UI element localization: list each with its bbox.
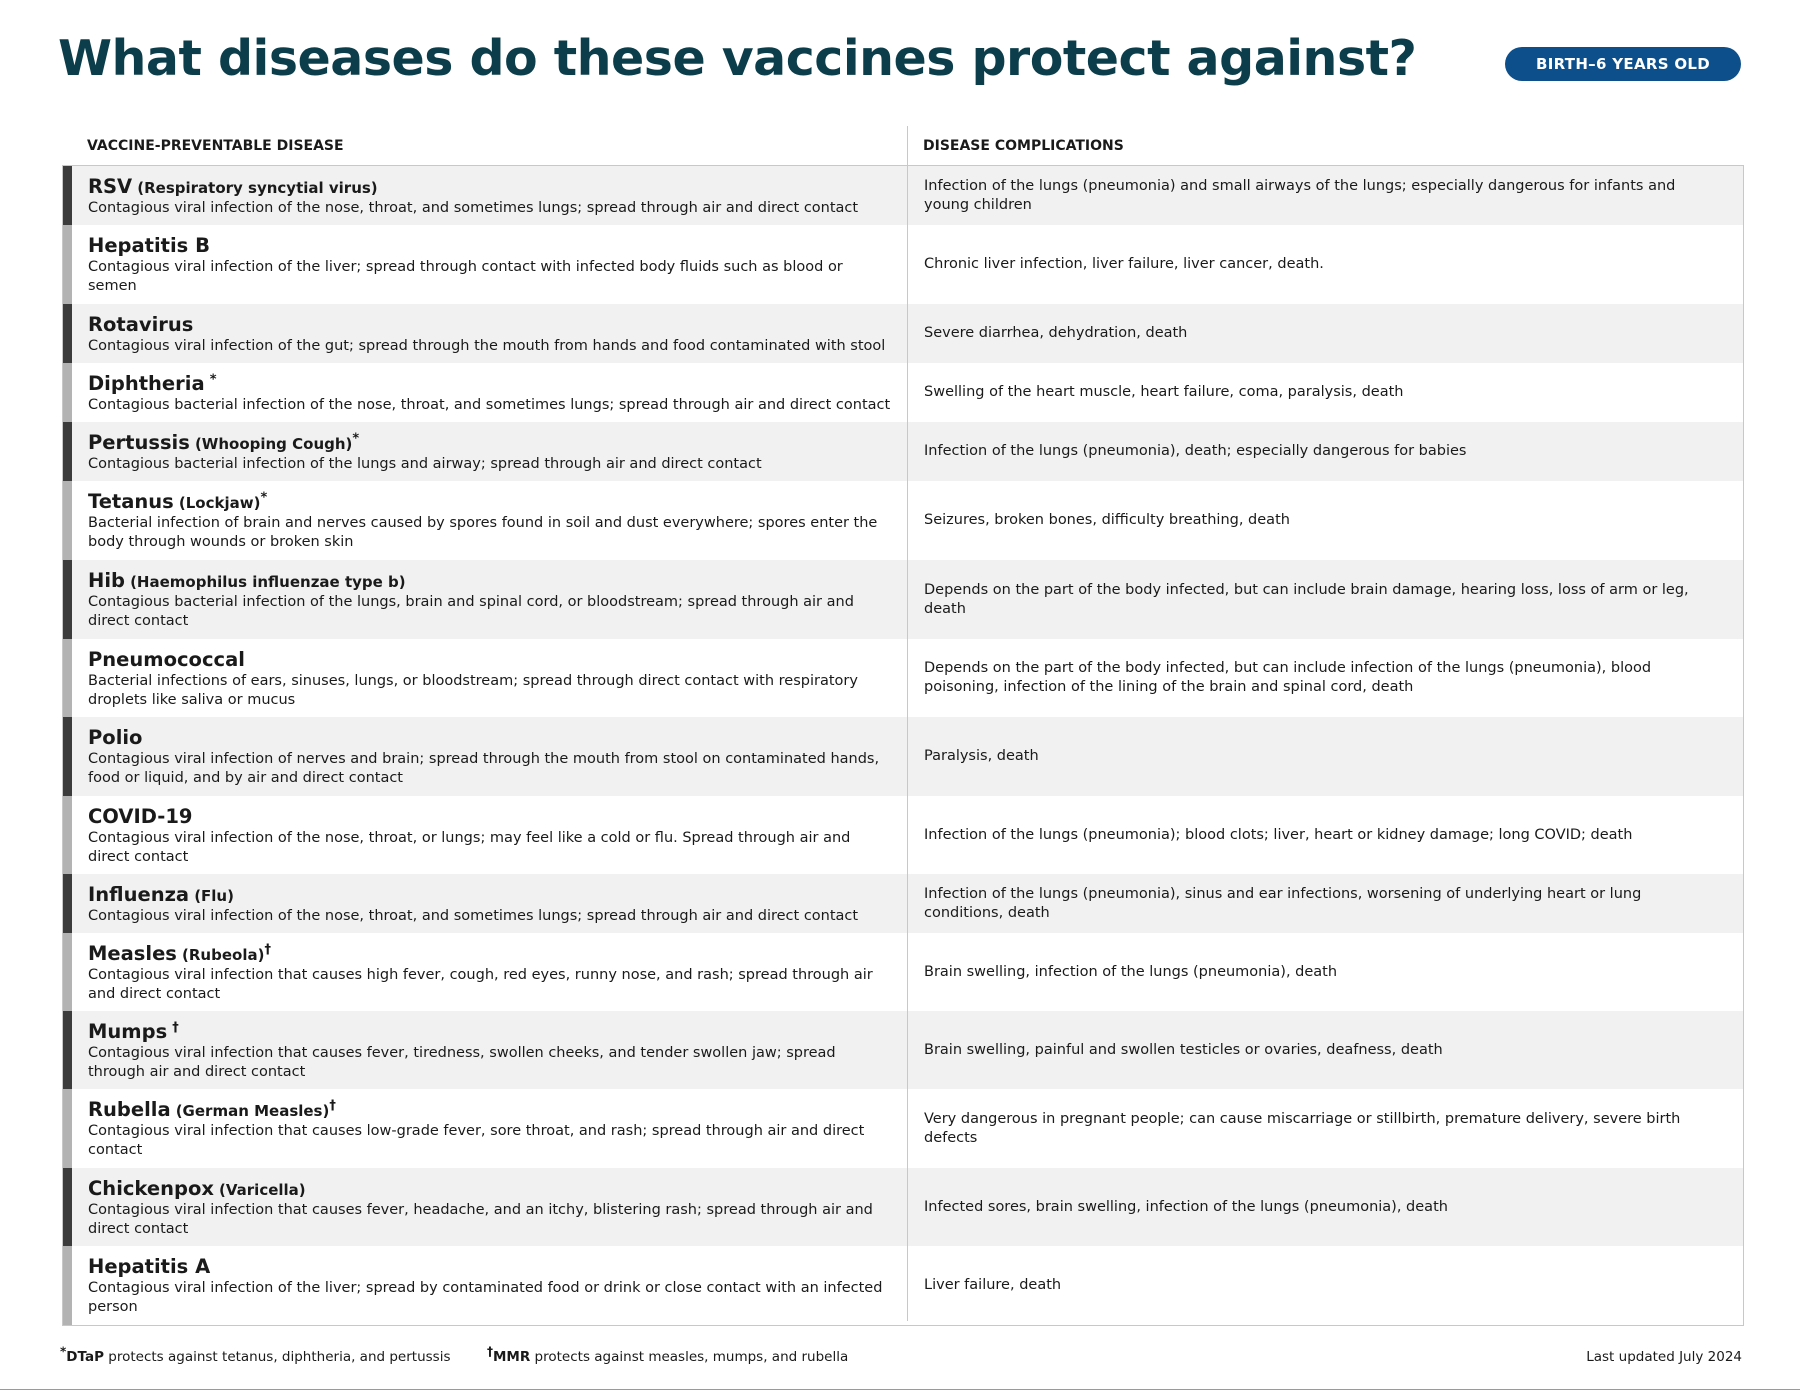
disease-description: Contagious viral infection that causes fever, headache, and an itchy, blistering rash; spread through air and direct contact <box>88 1201 873 1237</box>
disease-alt-name: (Lockjaw) <box>178 494 261 512</box>
table-row <box>63 933 1743 1011</box>
footnote-mark: † <box>329 1098 336 1114</box>
disease-cell <box>63 1089 908 1168</box>
complications-cell <box>908 422 1743 481</box>
footnote-mark: * <box>260 490 268 506</box>
disease-description: Contagious viral infection of the liver; spread through contact with infected body fluids such as blood or semen <box>88 259 843 294</box>
table-row <box>63 1089 1743 1168</box>
complications-cell <box>908 166 1743 225</box>
disease-cell <box>63 225 908 304</box>
complications-cell <box>908 933 1743 1011</box>
disease-cell <box>63 363 908 422</box>
disease-alt-name: (Respiratory syncytial virus) <box>137 178 378 197</box>
complications-text: Infection of the lungs (pneumonia) and small airways of the lungs; especially dangerous for infants and young children <box>924 177 1676 213</box>
complications-cell <box>908 1168 1743 1246</box>
disease-description: Bacterial infections of ears, sinuses, lungs, or bloodstream; spread through direct contact with respiratory droplets like saliva or mucus <box>88 672 858 708</box>
footnote-bold: MMR <box>493 1349 531 1365</box>
disease-title <box>88 806 896 828</box>
complications-cell <box>908 639 1743 717</box>
complications-cell <box>908 717 1743 796</box>
complications-text: Swelling of the heart muscle, heart failure, coma, paralysis, death <box>924 384 1404 400</box>
footnote-text: protects against tetanus, diphtheria, and pertussis <box>103 1349 451 1365</box>
disease-cell <box>63 422 908 481</box>
last-updated: Last updated July 2024 <box>1586 1349 1742 1365</box>
disease-cell <box>63 796 908 874</box>
disease-description: Contagious viral infection that causes low-grade fever, sore throat, and rash; spread through air and direct contact <box>88 1123 865 1158</box>
disease-description: Contagious bacterial infection of the nose, throat, and sometimes lungs; spread through air and direct contact <box>88 396 891 413</box>
complications-cell <box>908 225 1743 304</box>
complications-text: Very dangerous in pregnant people; can cause miscarriage or stillbirth, premature delivery, severe birth defects <box>924 1110 1681 1146</box>
table-row <box>63 481 1743 560</box>
disease-title <box>88 314 896 336</box>
table-row <box>63 304 1743 363</box>
disease-table <box>62 165 1744 1326</box>
complications-text: Brain swelling, painful and swollen testicles or ovaries, deafness, death <box>924 1041 1443 1058</box>
disease-title <box>88 1099 896 1121</box>
disease-description: Contagious viral infection that causes fever, tiredness, swollen cheeks, and tender swollen jaw; spread through air and direct contact <box>88 1044 836 1080</box>
disease-name: Polio <box>88 726 143 749</box>
disease-name: Hepatitis A <box>88 1255 211 1278</box>
complications-cell <box>908 363 1743 422</box>
disease-title <box>88 235 896 257</box>
disease-title <box>88 943 896 965</box>
footnote-mark: † <box>172 1020 179 1036</box>
disease-description: Contagious bacterial infection of the lungs, brain and spinal cord, or bloodstream; spread through air and direct contact <box>88 594 854 629</box>
table-row <box>63 363 1743 422</box>
disease-cell <box>63 639 908 717</box>
disease-cell <box>63 1168 908 1246</box>
table-row <box>63 1168 1743 1246</box>
disease-name: COVID-19 <box>88 804 193 828</box>
table-row <box>63 1246 1743 1325</box>
footnote-mark: † <box>264 942 271 958</box>
complications-text: Infection of the lungs (pneumonia), sinus and ear infections, worsening of underlying heart or lung conditions, death <box>924 885 1642 921</box>
footnote-mark: * <box>60 1344 67 1359</box>
header-complications: DISEASE COMPLICATIONS <box>923 137 1124 154</box>
table-row <box>63 225 1743 304</box>
footnote-bold: DTaP <box>66 1349 104 1365</box>
disease-alt-name: (Haemophilus influenzae type b) <box>130 573 406 591</box>
table-row <box>63 874 1743 933</box>
disease-cell <box>63 560 908 639</box>
disease-name: Influenza <box>88 882 190 906</box>
footnote-mmr <box>487 1344 849 1365</box>
disease-name: Pneumococcal <box>88 647 245 671</box>
footnote-text: protects against measles, mumps, and rubella <box>530 1349 849 1365</box>
disease-cell <box>63 933 908 1011</box>
complications-text: Depends on the part of the body infected, but can include brain damage, hearing loss, loss of arm or leg, death <box>924 581 1689 617</box>
disease-cell <box>63 874 908 933</box>
footnote-dtap <box>60 1344 451 1365</box>
column-divider <box>907 126 908 1321</box>
disease-description: Bacterial infection of brain and nerves caused by spores found in soil and dust everywhere; spores enter the body through wounds or broken skin <box>88 515 878 550</box>
complications-text: Liver failure, death <box>924 1277 1062 1293</box>
table-row <box>63 1011 1743 1089</box>
disease-name: Measles <box>88 941 177 965</box>
disease-cell <box>63 1246 908 1325</box>
disease-cell <box>63 1011 908 1089</box>
disease-name: Tetanus <box>88 490 174 513</box>
disease-name: Diphtheria <box>88 371 205 395</box>
disease-description: Contagious viral infection of the gut; spread through the mouth from hands and food contaminated with stool <box>88 337 886 354</box>
disease-alt-name: (German Measles) <box>175 1102 330 1120</box>
footnote-mark: † <box>487 1344 493 1359</box>
complications-text: Seizures, broken bones, difficulty breathing, death <box>924 512 1290 528</box>
table-row <box>63 422 1743 481</box>
disease-description: Contagious bacterial infection of the lungs and airway; spread through air and direct contact <box>88 455 762 472</box>
footnote-mark: * <box>352 431 360 447</box>
disease-title <box>88 649 896 671</box>
disease-title <box>88 1021 896 1043</box>
disease-name: Mumps <box>88 1019 168 1043</box>
header-disease: VACCINE-PREVENTABLE DISEASE <box>87 137 344 154</box>
disease-title <box>88 570 896 592</box>
disease-cell <box>63 304 908 363</box>
complications-text: Infection of the lungs (pneumonia), death; especially dangerous for babies <box>924 443 1467 459</box>
disease-title <box>88 432 896 454</box>
disease-title <box>88 727 896 749</box>
complications-cell <box>908 304 1743 363</box>
disease-title <box>88 491 896 513</box>
disease-cell <box>63 166 908 225</box>
disease-alt-name: (Rubeola) <box>182 945 265 964</box>
complications-cell <box>908 481 1743 560</box>
disease-description: Contagious viral infection of the nose, throat, and sometimes lungs; spread through air and direct contact <box>88 907 859 924</box>
complications-text: Brain swelling, infection of the lungs (pneumonia), death <box>924 963 1338 980</box>
disease-description: Contagious viral infection that causes high fever, cough, red eyes, runny nose, and rash; spread through air and direct contact <box>88 966 873 1002</box>
complications-text: Severe diarrhea, dehydration, death <box>924 325 1188 341</box>
complications-text: Chronic liver infection, liver failure, liver cancer, death. <box>924 256 1324 272</box>
footnote-mark: * <box>209 372 217 388</box>
complications-text: Infection of the lungs (pneumonia); blood clots; liver, heart or kidney damage; long COVID; death <box>924 826 1633 843</box>
disease-name: Hepatitis B <box>88 234 210 257</box>
complications-cell <box>908 1011 1743 1089</box>
disease-alt-name: (Varicella) <box>219 1180 306 1199</box>
disease-description: Contagious viral infection of nerves and brain; spread through the mouth from stool on contaminated hands, food or liquid, and by air and direct contact <box>88 751 880 786</box>
table-row <box>63 639 1743 717</box>
table-row <box>63 166 1743 225</box>
disease-name: Chickenpox <box>88 1176 214 1200</box>
disease-title <box>88 1178 896 1200</box>
complications-cell <box>908 1089 1743 1168</box>
disease-title <box>88 373 896 395</box>
disease-description: Contagious viral infection of the nose, throat, and sometimes lungs; spread through air and direct contact <box>88 199 859 216</box>
disease-name: RSV <box>88 174 133 198</box>
complications-cell <box>908 1246 1743 1325</box>
disease-title <box>88 884 896 906</box>
disease-alt-name: (Whooping Cough) <box>194 434 353 453</box>
complications-text: Infected sores, brain swelling, infection of the lungs (pneumonia), death <box>924 1198 1448 1215</box>
disease-name: Rotavirus <box>88 312 194 336</box>
complications-text: Depends on the part of the body infected, but can include infection of the lungs (pneumonia), blood poisoning, infection of the lining of the brain and spinal cord, death <box>924 660 1652 695</box>
disease-cell <box>63 481 908 560</box>
disease-name: Hib <box>88 569 125 592</box>
disease-alt-name: (Flu) <box>194 886 234 905</box>
complications-cell <box>908 560 1743 639</box>
complications-cell <box>908 796 1743 874</box>
disease-name: Rubella <box>88 1098 171 1121</box>
page-title: What diseases do these vaccines protect against? <box>58 30 1417 87</box>
age-range-badge: BIRTH–6 YEARS OLD <box>1505 47 1741 81</box>
complications-text: Paralysis, death <box>924 748 1039 764</box>
disease-cell <box>63 717 908 796</box>
bottom-rule <box>0 1389 1800 1390</box>
disease-title <box>88 176 896 198</box>
table-row <box>63 796 1743 874</box>
disease-name: Pertussis <box>88 430 190 454</box>
disease-description: Contagious viral infection of the nose, throat, or lungs; may feel like a cold or flu. Spread through air and direct contact <box>88 829 851 865</box>
complications-cell <box>908 874 1743 933</box>
table-row <box>63 560 1743 639</box>
table-header <box>62 126 1744 165</box>
table-row <box>63 717 1743 796</box>
disease-title <box>88 1256 896 1278</box>
disease-description: Contagious viral infection of the liver; spread by contaminated food or drink or close contact with an infected person <box>88 1280 883 1315</box>
